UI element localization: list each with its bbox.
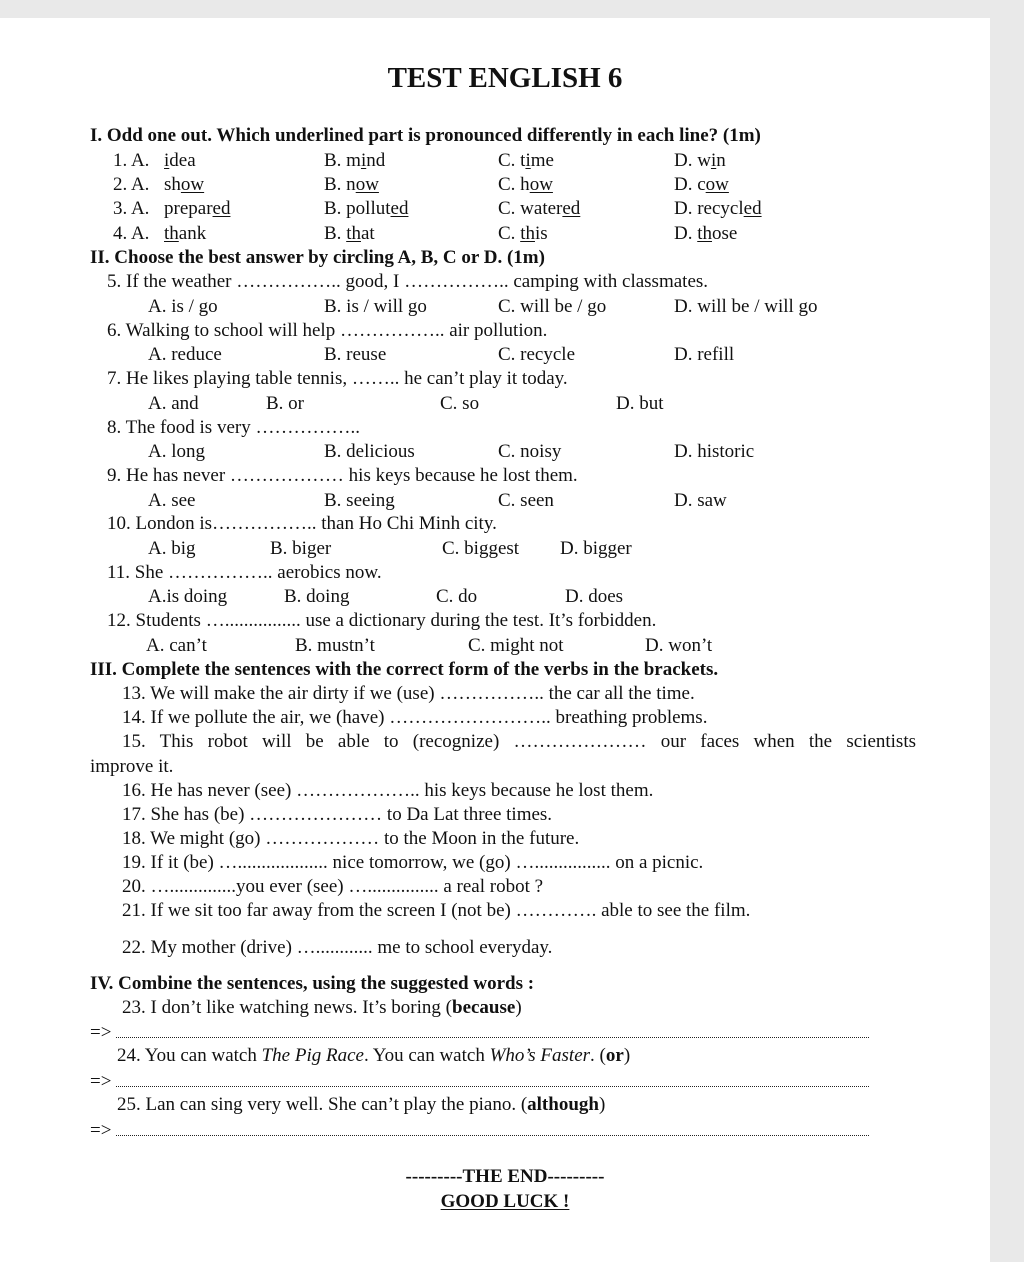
odd-row-3-label: 3. A. <box>113 198 150 219</box>
question-5: 5. If the weather …………….. good, I …………….. camping with classmates. <box>107 271 709 292</box>
q24-end: ) <box>623 1045 631 1066</box>
q10-option-a: A. big <box>148 538 196 559</box>
odd-row-2-option-b <box>324 173 379 197</box>
option-suffix: is <box>534 223 548 244</box>
q25-answer-line[interactable] <box>90 1119 869 1143</box>
option-prefix: C. <box>498 223 521 244</box>
underlined-part: ed <box>390 198 409 219</box>
q23-keyword: because <box>452 997 516 1018</box>
underlined-part: i <box>164 150 170 171</box>
question-21: 21. If we sit too far away from the screen I (not be) …………. able to see the film. <box>122 900 751 921</box>
option-prefix: sh <box>164 174 181 195</box>
q25-keyword: although <box>527 1094 599 1115</box>
option-prefix: C. water <box>498 198 563 219</box>
option-prefix: B. pollut <box>324 198 391 219</box>
option-suffix: n <box>716 150 726 171</box>
underlined-part: i <box>360 150 367 171</box>
q24-title-1: The Pig Race <box>261 1045 364 1066</box>
option-prefix: B. m <box>324 150 361 171</box>
option-prefix: D. c <box>674 174 706 195</box>
option-suffix: me <box>530 150 554 171</box>
question-16: 16. He has never (see) ……………….. his keys because he lost them. <box>122 780 654 801</box>
odd-row-3-option-b <box>324 197 408 221</box>
odd-row-2-option-d <box>674 173 729 197</box>
q24-answer-line[interactable] <box>90 1070 869 1094</box>
underlined-part: th <box>164 223 179 244</box>
q7-option-c: C. so <box>440 393 480 414</box>
q8-option-b: B. delicious <box>324 441 415 462</box>
option-prefix: prepar <box>164 198 213 219</box>
question-19: 19. If it (be) …................... nice tomorrow, we (go) …................ on a picnic. <box>122 852 704 873</box>
question-23 <box>122 996 522 1020</box>
section-2-heading: II. Choose the best answer by circling A, B, C or D. (1m) <box>90 247 545 268</box>
odd-row-3-option-c <box>498 197 580 221</box>
underlined-part: ow <box>529 174 553 195</box>
question-10: 10. London is…………….. than Ho Chi Minh city. <box>107 513 497 534</box>
odd-row-2-label: 2. A. <box>113 174 150 195</box>
q25-text: 25. Lan can sing very well. She can’t play the piano. ( <box>117 1094 528 1115</box>
option-suffix: nd <box>366 150 386 171</box>
q11-option-d: D. does <box>565 586 624 607</box>
underlined-part: ed <box>212 198 231 219</box>
section-3-heading: III. Complete the sentences with the correct form of the verbs in the brackets. <box>90 659 719 680</box>
q23-text: 23. I don’t like watching news. It’s boring ( <box>122 997 452 1018</box>
underlined-part: th <box>697 223 713 244</box>
question-24 <box>117 1044 630 1068</box>
option-suffix: ose <box>712 223 738 244</box>
odd-row-1-option-d <box>674 149 726 173</box>
option-suffix: dea <box>169 150 196 171</box>
underlined-part: ow <box>355 174 379 195</box>
odd-row-2-option-a <box>164 173 204 197</box>
option-prefix: B. <box>324 223 347 244</box>
odd-row-3-option-d <box>674 197 762 221</box>
question-14: 14. If we pollute the air, we (have) …………………….. breathing problems. <box>122 707 708 728</box>
question-18: 18. We might (go) ……………… to the Moon in the future. <box>122 828 580 849</box>
option-prefix: B. n <box>324 174 356 195</box>
q24-text-1: 24. You can watch <box>117 1045 262 1066</box>
odd-row-1-option-c <box>498 149 554 173</box>
q12-option-b: B. mustn’t <box>295 635 375 656</box>
answer-blank[interactable] <box>116 1023 869 1038</box>
q11-option-b: B. doing <box>284 586 350 607</box>
underlined-part: i <box>525 150 531 171</box>
q5-option-a: A. is / go <box>148 296 218 317</box>
arrow-label: => <box>90 1120 112 1141</box>
q24-text-2: . You can watch <box>363 1045 490 1066</box>
arrow-label: => <box>90 1071 112 1092</box>
underlined-part: i <box>710 150 717 171</box>
odd-row-2-option-c <box>498 173 553 197</box>
question-12: 12. Students …................ use a dictionary during the test. It’s forbidden. <box>107 610 657 631</box>
answer-blank[interactable] <box>116 1072 869 1087</box>
odd-row-4-option-b <box>324 222 375 246</box>
option-prefix: C. h <box>498 174 530 195</box>
question-17: 17. She has (be) ………………… to Da Lat three times. <box>122 804 553 825</box>
q23-end: ) <box>515 997 522 1018</box>
q7-option-a: A. and <box>148 393 199 414</box>
underlined-part: ow <box>180 174 205 195</box>
q6-option-d: D. refill <box>674 344 735 365</box>
q6-option-b: B. reuse <box>324 344 387 365</box>
q7-option-b: B. or <box>266 393 304 414</box>
q12-option-d: D. won’t <box>645 635 713 656</box>
the-end-label: ---------THE END--------- <box>405 1166 605 1187</box>
arrow-label: => <box>90 1022 112 1043</box>
q9-option-c: C. seen <box>498 490 554 511</box>
odd-row-4-option-c <box>498 222 548 246</box>
option-suffix: ank <box>178 223 207 244</box>
question-13: 13. We will make the air dirty if we (use) …………….. the car all the time. <box>122 683 695 704</box>
odd-row-1-label: 1. A. <box>113 150 150 171</box>
q8-option-a: A. long <box>148 441 205 462</box>
question-11: 11. She …………….. aerobics now. <box>107 562 382 583</box>
q25-end: ) <box>598 1094 606 1115</box>
q10-option-c: C. biggest <box>442 538 520 559</box>
q8-option-c: C. noisy <box>498 441 562 462</box>
section-1-heading: I. Odd one out. Which underlined part is pronounced differently in each line? (1m) <box>90 125 761 146</box>
q10-option-d: D. bigger <box>560 538 632 559</box>
q5-option-d: D. will be / will go <box>674 296 818 317</box>
question-25 <box>117 1093 605 1117</box>
q12-option-a: A. can’t <box>146 635 207 656</box>
q9-option-d: D. saw <box>674 490 727 511</box>
option-prefix: D. <box>674 223 698 244</box>
answer-blank[interactable] <box>116 1121 869 1136</box>
section-4-heading: IV. Combine the sentences, using the suggested words : <box>90 973 535 994</box>
odd-row-3-option-a <box>164 197 230 221</box>
q10-option-b: B. biger <box>270 538 332 559</box>
question-20: 20. …..............you ever (see) …............... a real robot ? <box>122 876 544 897</box>
underlined-part: th <box>520 223 535 244</box>
question-9: 9. He has never ……………… his keys because he lost them. <box>107 465 578 486</box>
q6-option-a: A. reduce <box>148 344 222 365</box>
q11-option-c: C. do <box>436 586 478 607</box>
question-15-line-1: 15. This robot will be able to (recognize) ………………… our faces when the scientists <box>122 731 916 752</box>
q24-title-2: Who’s Faster <box>489 1045 591 1066</box>
q8-option-d: D. historic <box>674 441 755 462</box>
option-prefix: D. recycl <box>674 198 744 219</box>
option-suffix: at <box>360 223 375 244</box>
q12-option-c: C. might not <box>468 635 564 656</box>
q11-option-a: A.is doing <box>148 586 228 607</box>
option-prefix: C. t <box>498 150 526 171</box>
q9-option-a: A. see <box>148 490 196 511</box>
good-luck-label <box>0 1190 1010 1214</box>
q24-text-3: . ( <box>590 1045 606 1066</box>
question-8: 8. The food is very …………….. <box>107 417 360 438</box>
underlined-part: ed <box>743 198 762 219</box>
underlined-part: ed <box>562 198 581 219</box>
odd-row-4-label: 4. A. <box>113 223 150 244</box>
odd-row-1-option-b <box>324 149 385 173</box>
underlined-part: th <box>346 223 361 244</box>
q7-option-d: D. but <box>616 393 664 414</box>
q23-answer-line[interactable] <box>90 1021 869 1045</box>
odd-row-1-option-a <box>164 149 196 173</box>
good-luck-text: GOOD LUCK ! <box>440 1191 570 1212</box>
q9-option-b: B. seeing <box>324 490 395 511</box>
option-prefix: D. w <box>674 150 711 171</box>
odd-row-4-option-d <box>674 222 737 246</box>
underlined-part: ow <box>705 174 729 195</box>
q5-option-b: B. is / will go <box>324 296 427 317</box>
question-6: 6. Walking to school will help …………….. air pollution. <box>107 320 548 341</box>
question-22: 22. My mother (drive) …............ me to school everyday. <box>122 937 553 958</box>
q6-option-c: C. recycle <box>498 344 576 365</box>
q5-option-c: C. will be / go <box>498 296 607 317</box>
question-7: 7. He likes playing table tennis, …….. he can’t play it today. <box>107 368 568 389</box>
page-title: TEST ENGLISH 6 <box>387 62 623 94</box>
q24-keyword: or <box>605 1045 624 1066</box>
odd-row-4-option-a <box>164 222 206 246</box>
question-15-line-2: improve it. <box>90 756 174 777</box>
